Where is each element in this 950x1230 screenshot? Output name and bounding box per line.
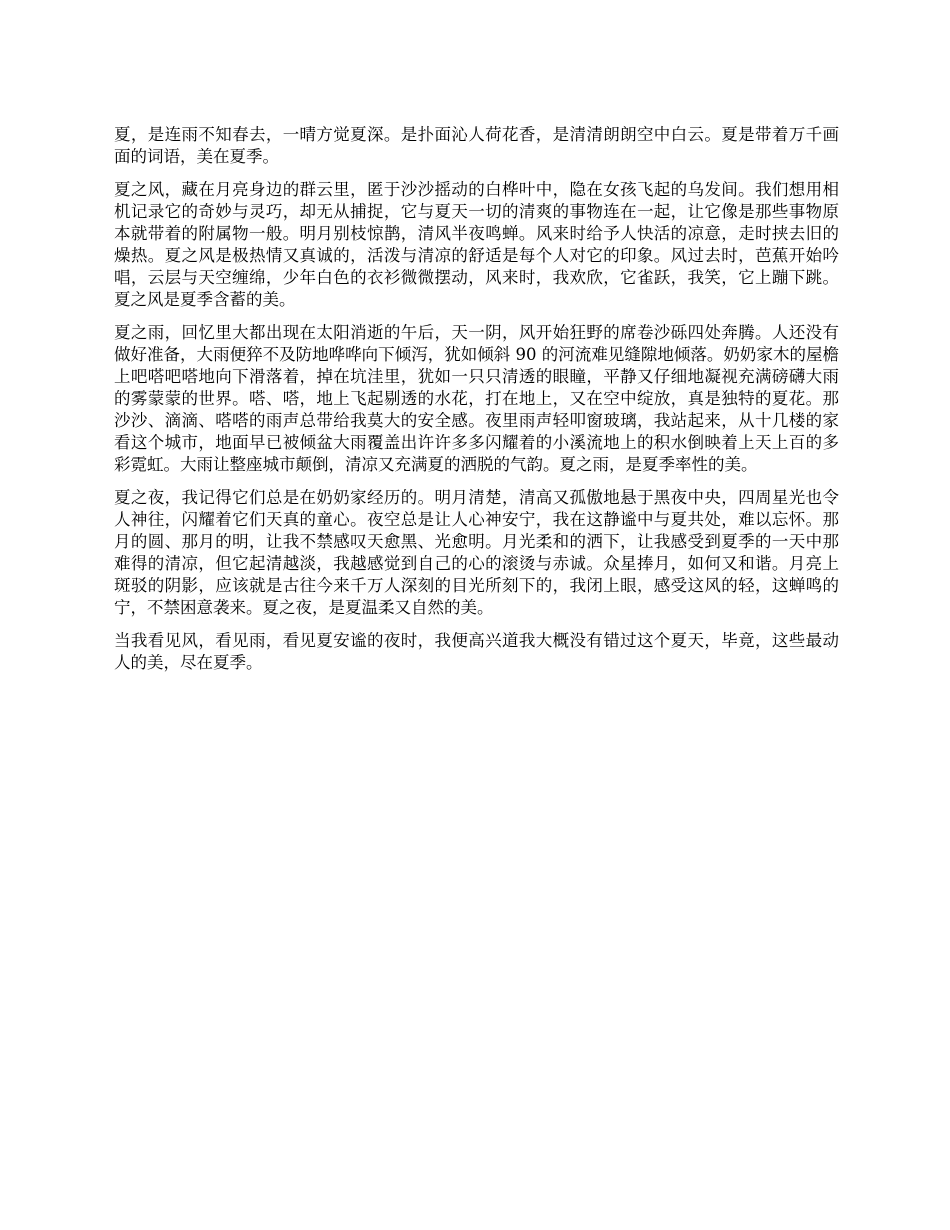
paragraph-summer-wind: 夏之风，藏在月亮身边的群云里，匿于沙沙摇动的白桦叶中，隐在女孩飞起的乌发间。我们想用相机记录它的奇妙与灵巧，却无从捕捉，它与夏天一切的清爽的事物连在一起，让它像是那些事物原本就带着的附属物一般。明月别枝惊鹊，清风半夜鸣蝉。风来时给予人快活的凉意，走时挟去旧的燥热。夏之风是极热情又真诚的，活泼与清凉的舒适是每个人对它的印象。风过去时，芭蕉开始吟唱，云层与天空缠绵，少年白色的衣衫微微摆动，风来时，我欢欣，它雀跃，我笑，它上蹦下跳。夏之风是夏季含蓄的美。	[114, 180, 839, 309]
paragraph-summer-night: 夏之夜，我记得它们总是在奶奶家经历的。明月清楚，清高又孤傲地悬于黑夜中央，四周星光也令人神往，闪耀着它们天真的童心。夜空总是让人心神安宁，我在这静谧中与夏共处，难以忘怀。那月的圆、那月的明，让我不禁感叹天愈黑、光愈明。月光柔和的洒下，让我感受到夏季的一天中那难得的清凉，但它起清越淡，我越感觉到自己的心的滚烫与赤诚。众星捧月，如何又和谐。月亮上斑驳的阴影，应该就是古往今来千万人深刻的目光所刻下的，我闭上眼，感受这风的轻，这蝉鸣的宁，不禁困意袭来。夏之夜，是夏温柔又自然的美。	[114, 488, 839, 617]
paragraph-conclusion: 当我看见风，看见雨，看见夏安谧的夜时，我便高兴道我大概没有错过这个夏天，毕竟，这些最动人的美，尽在夏季。	[114, 631, 839, 672]
document-body	[114, 124, 839, 685]
paragraph-summer-rain: 夏之雨，回忆里大都出现在太阳消逝的午后，天一阴，风开始狂野的席卷沙砾四处奔腾。人还没有做好准备，大雨便猝不及防地哗哗向下倾泻，犹如倾斜 90 的河流难见缝隙地倾落。奶奶家木的屋檐上吧嗒吧嗒地向下滑落着，掉在坑洼里，犹如一只只清透的眼瞳，平静又仔细地凝视充满磅礴大雨的雾蒙蒙的世界。嗒、嗒，地上飞起剔透的水花，打在地上，又在空中绽放，真是独特的夏花。那沙沙、滴滴、嗒嗒的雨声总带给我莫大的安全感。夜里雨声轻叩窗玻璃，我站起来，从十几楼的家看这个城市，地面早已被倾盆大雨覆盖出许许多多闪耀着的小溪流地上的积水倒映着上天上百的多彩霓虹。大雨让整座城市颠倒，清凉又充满夏的洒脱的气韵。夏之雨，是夏季率性的美。	[114, 323, 839, 474]
paragraph-intro: 夏，是连雨不知春去，一晴方觉夏深。是扑面沁人荷花香，是清清朗朗空中白云。夏是带着万千画面的词语，美在夏季。	[114, 125, 839, 166]
